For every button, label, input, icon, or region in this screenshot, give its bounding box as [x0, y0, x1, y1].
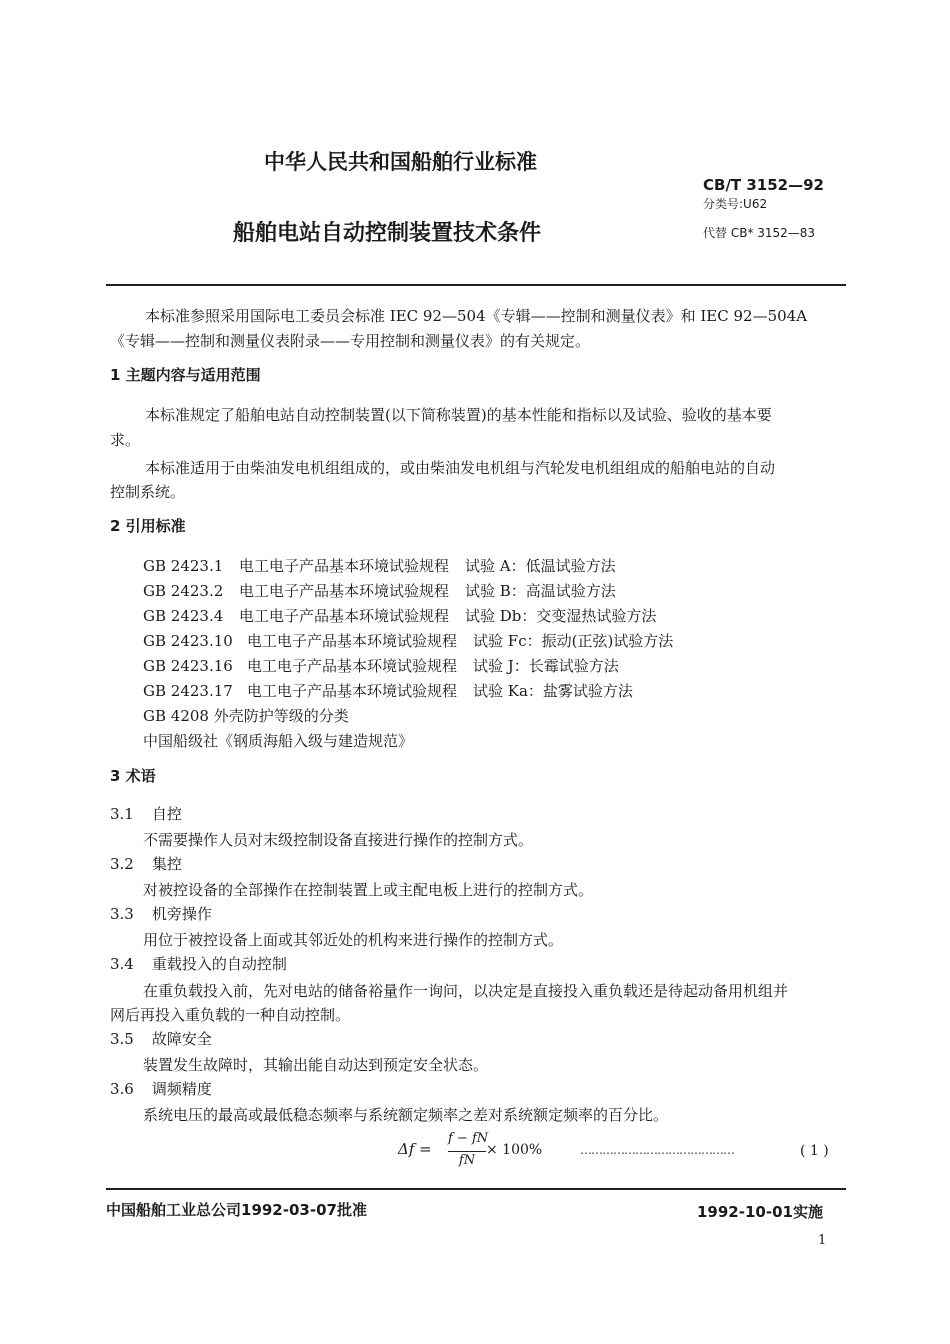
term-3-2-definition: 对被控设备的全部操作在控制装置上或主配电板上进行的控制方式。: [143, 881, 594, 899]
reference-title: 电工电子产品基本环境试验规程: [247, 657, 458, 675]
term-3-5: [110, 1028, 212, 1049]
reference-item: [143, 605, 656, 626]
approval-statement: 中国船舶工业总公司1992-03-07批准: [106, 1201, 367, 1219]
intro-line-1: 本标准参照采用国际电工委员会标准 IEC 92—504《专辑——控制和测量仪表》和 IEC 92—504A: [145, 307, 808, 325]
reference-test: 试验 J：长霉试验方法: [473, 657, 619, 675]
intro-line-2: 《专辑——控制和测量仪表附录——专用控制和测量仪表》的有关规定。: [110, 332, 591, 350]
term-number: 3.1: [110, 805, 134, 823]
reference-test: 试验 A：低温试验方法: [465, 557, 616, 575]
reference-gb4208: GB 4208 外壳防护等级的分类: [143, 707, 349, 725]
header-divider: [106, 284, 846, 286]
section-1-para-2-line-1: 本标准适用于由柴油发电机组组成的，或由柴油发电机组与汽轮发电机组组成的船舶电站的自动: [145, 459, 776, 477]
term-3-2: [110, 853, 182, 874]
term-3-5-definition: 装置发生故障时，其输出能自动达到预定安全状态。: [143, 1056, 489, 1074]
term-number: 3.2: [110, 855, 134, 873]
term-name: 故障安全: [151, 1030, 212, 1048]
reference-item: [143, 630, 673, 651]
term-name: 自控: [151, 805, 182, 823]
reference-code: GB 2423.17: [143, 682, 233, 700]
reference-title: 电工电子产品基本环境试验规程: [239, 557, 450, 575]
term-3-3: [110, 903, 212, 924]
reference-test: 试验 Ka：盐雾试验方法: [473, 682, 633, 700]
term-name: 重载投入的自动控制: [151, 955, 287, 973]
reference-test: 试验 Fc：振动(正弦)试验方法: [473, 632, 674, 650]
section-1-para-1-line-2: 求。: [110, 431, 141, 449]
section-2-heading: 2 引用标准: [110, 517, 186, 535]
reference-test: 试验 B：高温试验方法: [465, 582, 616, 600]
reference-ccs-rules: 中国船级社《钢质海船入级与建造规范》: [143, 732, 414, 750]
formula-denominator: fN: [458, 1153, 476, 1168]
term-3-6: [110, 1078, 212, 1099]
reference-title: 电工电子产品基本环境试验规程: [239, 582, 450, 600]
section-1-para-2-line-2: 控制系统。: [110, 483, 186, 501]
formula-lhs: Δf =: [398, 1140, 432, 1158]
page-number: 1: [818, 1233, 827, 1248]
term-3-3-definition: 用位于被控设备上面或其邻近处的机构来进行操作的控制方式。: [143, 931, 564, 949]
org-title: 中华人民共和国船舶行业标准: [264, 150, 537, 174]
document-title: 船舶电站自动控制装置技术条件: [233, 221, 542, 246]
reference-title: 电工电子产品基本环境试验规程: [247, 632, 458, 650]
term-3-1: [110, 803, 182, 824]
reference-item: [143, 655, 619, 676]
term-3-4-definition-line-1: 在重负载投入前，先对电站的储备裕量作一询问，以决定是直接投入重负载还是待起动备用机组并: [143, 982, 789, 1000]
formula-number: ( 1 ): [800, 1143, 829, 1159]
reference-code: GB 2423.4: [143, 607, 224, 625]
reference-code: GB 2423.1: [143, 557, 224, 575]
reference-test: 试验 Db：交变湿热试验方法: [465, 607, 657, 625]
standard-number: CB/T 3152—92: [703, 176, 824, 194]
section-3-heading: 3 术语: [110, 767, 156, 785]
term-name: 机旁操作: [151, 905, 212, 923]
reference-item: [143, 580, 616, 601]
reference-code: GB 2423.2: [143, 582, 224, 600]
term-3-6-definition: 系统电压的最高或最低稳态频率与系统额定频率之差对系统额定频率的百分比。: [143, 1106, 669, 1124]
reference-code: GB 2423.10: [143, 632, 233, 650]
effective-date: 1992-10-01实施: [697, 1203, 823, 1221]
term-name: 调频精度: [151, 1080, 212, 1098]
reference-code: GB 2423.16: [143, 657, 233, 675]
term-3-4-definition-line-2: 网后再投入重负载的一种自动控制。: [110, 1006, 351, 1024]
section-1-para-1-line-1: 本标准规定了船舶电站自动控制装置(以下简称装置)的基本性能和指标以及试验、验收的基本要: [145, 406, 772, 424]
term-3-1-definition: 不需要操作人员对末级控制设备直接进行操作的控制方式。: [143, 831, 534, 849]
term-number: 3.5: [110, 1030, 134, 1048]
term-name: 集控: [151, 855, 182, 873]
term-number: 3.4: [110, 955, 134, 973]
formula-fraction-bar: [448, 1151, 486, 1152]
reference-title: 电工电子产品基本环境试验规程: [247, 682, 458, 700]
section-1-heading: 1 主题内容与适用范围: [110, 366, 261, 384]
term-number: 3.3: [110, 905, 134, 923]
reference-title: 电工电子产品基本环境试验规程: [239, 607, 450, 625]
classification-number: 分类号:U62: [703, 197, 768, 211]
footer-divider: [106, 1188, 846, 1190]
reference-item: [143, 555, 616, 576]
formula-numerator: f − fN: [448, 1131, 489, 1146]
reference-item: [143, 680, 633, 701]
formula-rhs: × 100%: [486, 1142, 543, 1158]
replaces-standard: 代替 CB* 3152—83: [703, 226, 816, 240]
term-3-4: [110, 953, 287, 974]
formula-leader-dots: ……………………………………: [580, 1143, 734, 1157]
term-number: 3.6: [110, 1080, 134, 1098]
